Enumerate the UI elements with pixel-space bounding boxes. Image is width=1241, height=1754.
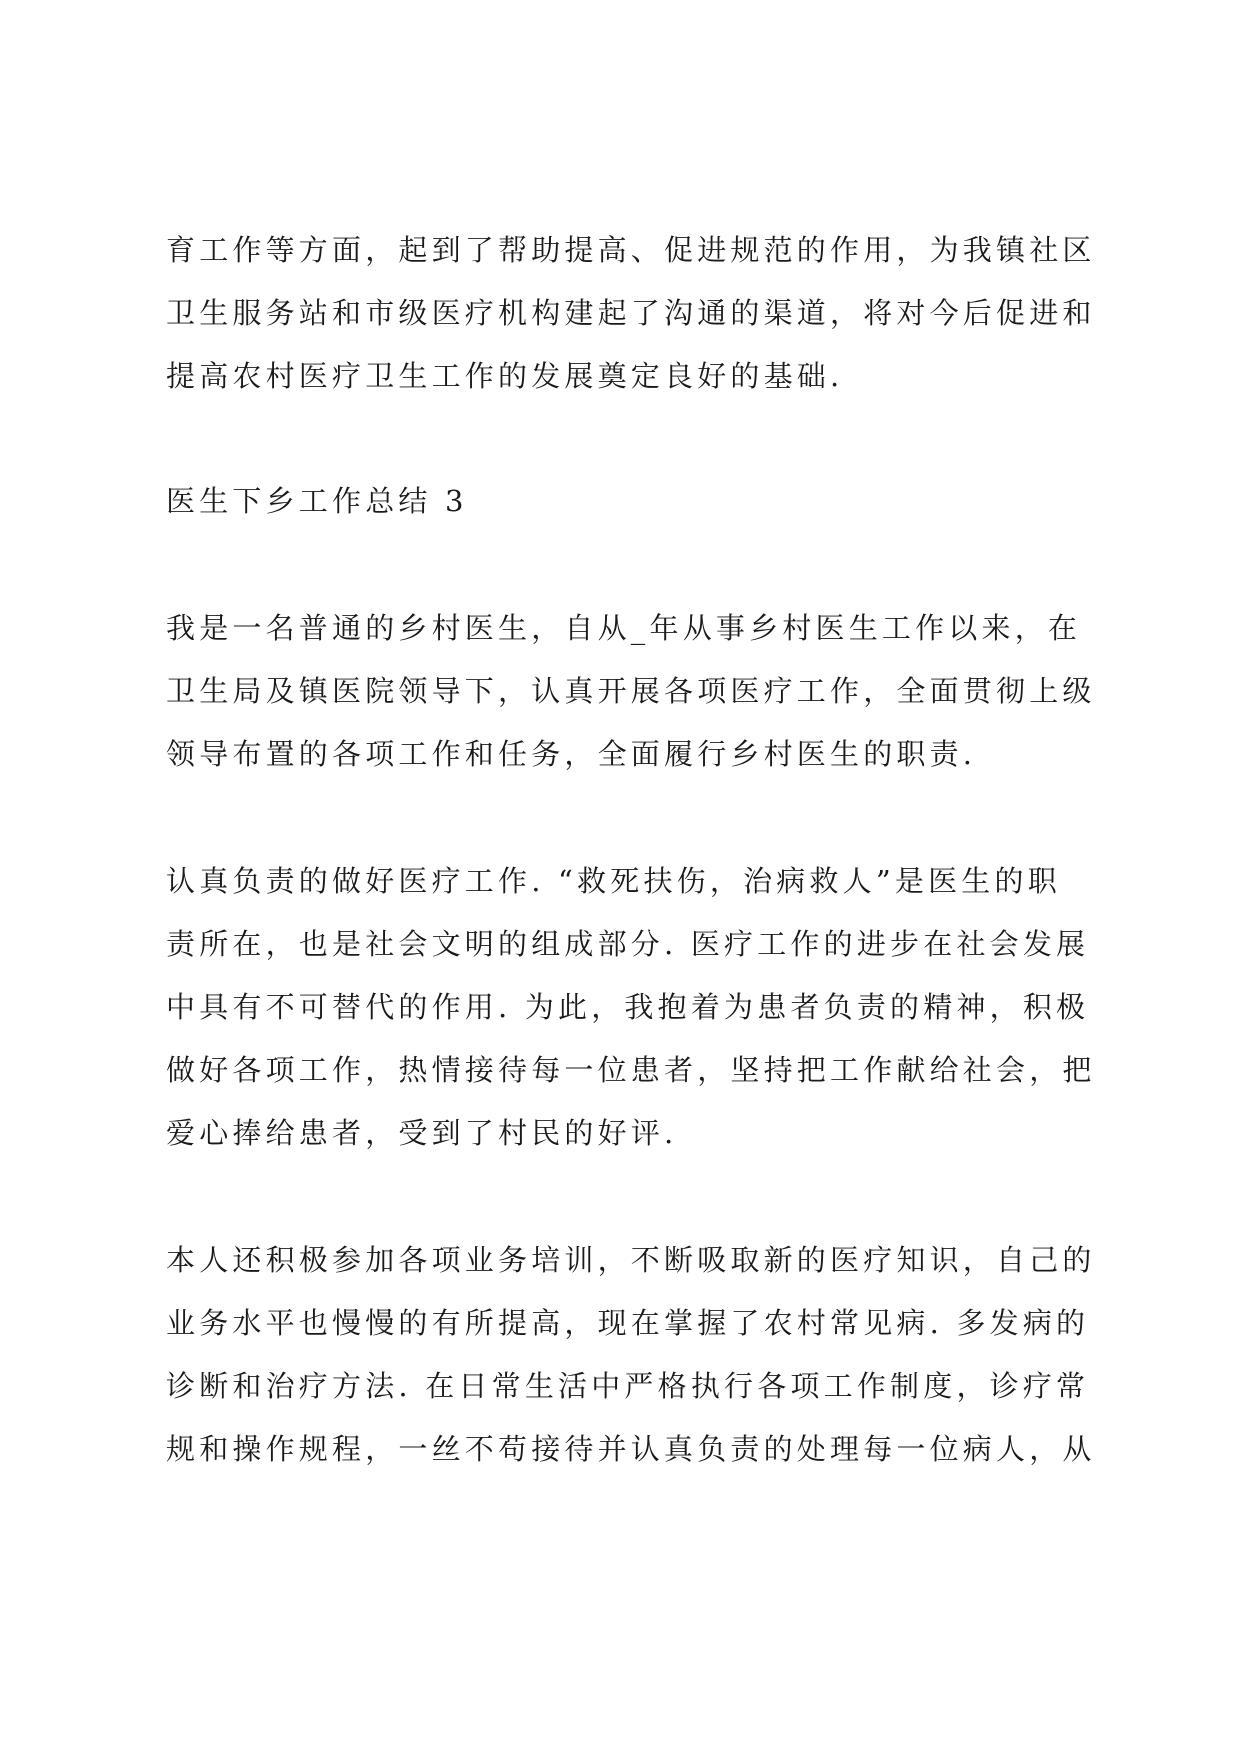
paragraph-3-line-1: 认真负责的做好医疗工作. “救死扶伤，治病救人”是医生的职 [166, 864, 1061, 898]
paragraph-2-line-3: 领导布置的各项工作和任务，全面履行乡村医生的职责. [166, 737, 977, 771]
paragraph-1-line-3: 提高农村医疗卫生工作的发展奠定良好的基础. [166, 359, 844, 393]
paragraph-1-line-1: 育工作等方面，起到了帮助提高、促进规范的作用，为我镇社区 [166, 233, 1096, 267]
paragraph-4-line-3: 诊断和治疗方法. 在日常生活中严格执行各项工作制度，诊疗常 [166, 1369, 1090, 1403]
paragraph-2-line-1: 我是一名普通的乡村医生，自从_年从事乡村医生工作以来，在 [166, 611, 1082, 645]
paragraph-3-line-4: 做好各项工作，热情接待每一位患者，坚持把工作献给社会，把 [166, 1053, 1096, 1087]
paragraph-3-line-2: 责所在，也是社会文明的组成部分. 医疗工作的进步在社会发展 [166, 927, 1090, 961]
paragraph-3-line-5: 爱心捧给患者，受到了村民的好评. [166, 1116, 678, 1150]
section-heading: 医生下乡工作总结 3 [166, 484, 468, 518]
paragraph-4-line-4: 规和操作规程，一丝不苟接待并认真负责的处理每一位病人，从 [166, 1432, 1096, 1466]
paragraph-4-line-1: 本人还积极参加各项业务培训，不断吸取新的医疗知识，自己的 [166, 1243, 1096, 1277]
paragraph-1-line-2: 卫生服务站和市级医疗机构建起了沟通的渠道，将对今后促进和 [166, 296, 1096, 330]
paragraph-4-line-2: 业务水平也慢慢的有所提高，现在掌握了农村常见病. 多发病的 [166, 1306, 1090, 1340]
paragraph-3-line-3: 中具有不可替代的作用. 为此，我抱着为患者负责的精神，积极 [166, 990, 1090, 1024]
paragraph-2-line-2: 卫生局及镇医院领导下，认真开展各项医疗工作，全面贯彻上级 [166, 674, 1096, 708]
